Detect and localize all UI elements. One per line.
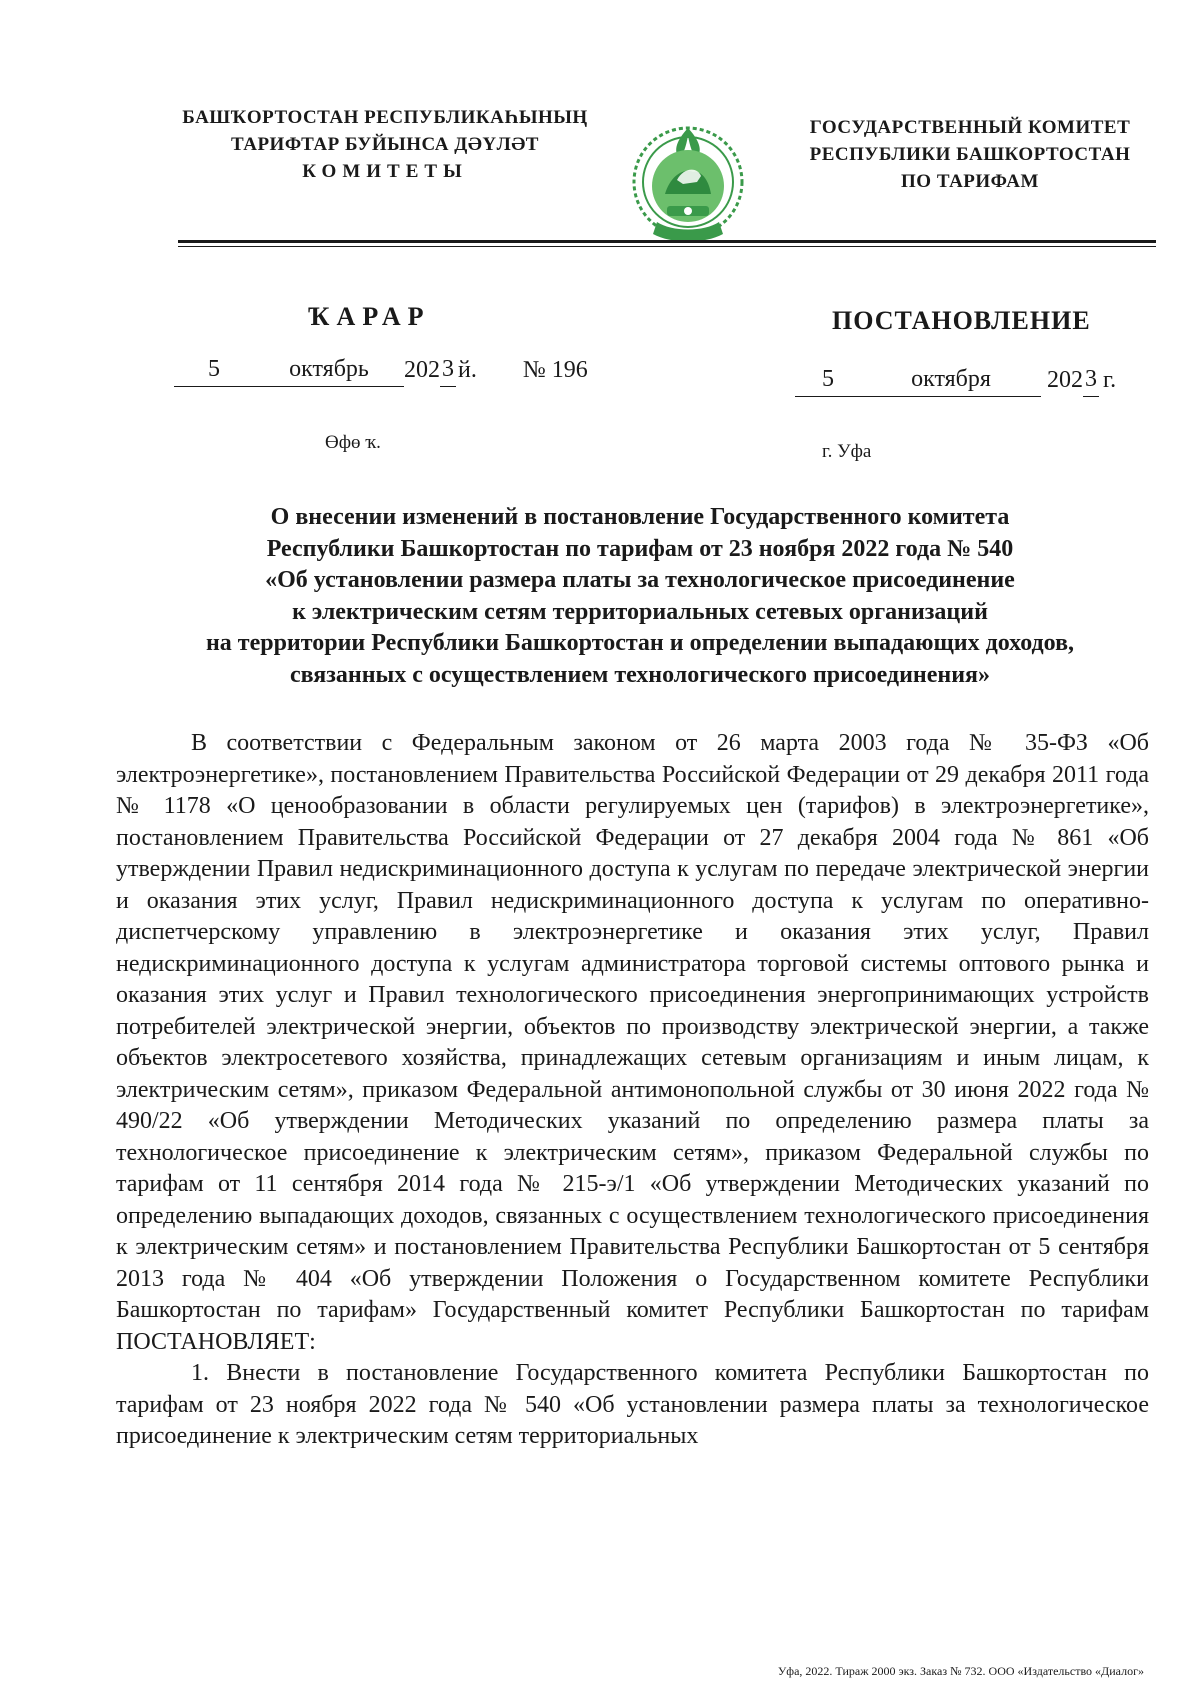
date-russian-year-suffix: г.: [1103, 367, 1117, 393]
title-line-1: О внесении изменений в постановление Государственного комитета: [270, 504, 1010, 530]
header-rule-thin: [178, 246, 1156, 247]
document-number: № 196: [522, 357, 588, 383]
date-bashkir-day: 5: [174, 356, 254, 387]
header-bashkir-line-3: КОМИТЕТЫ: [302, 161, 468, 182]
date-bashkir-year-digit: 3: [440, 356, 456, 387]
city-bashkir: Өфө ҡ.: [325, 432, 381, 453]
header-bashkir-line-1: БАШҠОРТОСТАН РЕСПУБЛИКАҺЫНЫҢ: [182, 107, 588, 128]
title-line-5: на территории Республики Башкортостан и определении выпадающих доходов,: [205, 630, 1075, 656]
title-line-4: к электрическим сетям территориальных сетевых организаций: [292, 598, 988, 625]
header-russian: [785, 114, 1155, 195]
header-rule-thick: [178, 240, 1156, 243]
document-body: [116, 728, 1149, 1453]
printing-imprint: Уфа, 2022. Тираж 2000 экз. Заказ № 732. ООО «Издательство «Диалог»: [777, 1664, 1144, 1678]
body-paragraph-1: В соответствии с Федеральным законом от 26 марта 2003 года № 35-ФЗ «Об электроэнергетике», постановлением Правительства Российской Федерации от 29 декабря 2011 года № 1178 «О ценообразовании в области регулируемых цен (тарифов) в электроэнергетике», постановлением Правительства Российской Федерации от 27 декабря 2004 года № 861 «Об утверждении Правил недискриминационного доступа к услугам по передаче электрической энергии и оказания этих услуг, Правил недискриминационного доступа к услугам по оперативно-диспетчерскому управлению в электроэнергетике и оказания этих услуг, Правил недискриминационного доступа к услугам администратора торговой системы оптового рынка и оказания этих услуг и Правил технологического присоединения энергопринимающих устройств потребителей электрической энергии, объектов по производству электрической энергии, а также объектов электросетевого хозяйства, принадлежащих сетевым организациям и иным лицам, к электрическим сетям», приказом Федеральной антимонопольной службы от 30 июня 2022 года № 490/22 «Об утверждении Методических указаний по определению размера платы за технологическое присоединение к электрическим сетям», приказом Федеральной службы по тарифам от 11 сентября 2014 года № 215-э/1 «Об утверждении Методических указаний по определению выпадающих доходов, связанных с осуществлением технологического присоединения к электрическим сетям» и постановлением Правительства Республики Башкортостан от 5 сентября 2013 года № 404 «Об утверждении Положения о Государственном комитете Республики Башкортостан по тарифам» Государственный комитет Республики Башкортостан по тарифам ПОСТАНОВЛЯЕТ:: [116, 730, 1149, 1355]
header-russian-line-3: ПО ТАРИФАМ: [901, 171, 1039, 192]
title-line-6: связанных с осуществлением технологического присоединения»: [289, 661, 991, 688]
date-russian-month: октября: [861, 366, 1041, 397]
bashkortostan-emblem-icon: [627, 110, 749, 250]
doc-type-bashkir: ҠАРАР: [308, 302, 431, 331]
date-bashkir-year-suffix: й.: [458, 357, 477, 383]
header-russian-line-2: РЕСПУБЛИКИ БАШКОРТОСТАН: [809, 144, 1131, 165]
date-russian-day: 5: [795, 366, 861, 397]
header-bashkir-line-2: ТАРИФТАР БУЙЫНСА ДӘҮЛӘТ: [231, 134, 539, 155]
date-russian-year-digit: 3: [1083, 366, 1099, 397]
title-line-3: «Об установлении размера платы за технологическое присоединение: [265, 567, 1015, 593]
title-line-2: Республики Башкортостан по тарифам от 23 ноября 2022 года № 540: [266, 535, 1014, 562]
date-bashkir: [174, 356, 588, 388]
date-russian: [795, 366, 1116, 398]
city-russian: г. Уфа: [822, 441, 872, 462]
date-russian-year-prefix: 202: [1047, 367, 1083, 393]
body-paragraph-2: 1. Внести в постановление Государственного комитета Республики Башкортостан по тарифам от 23 ноября 2022 года № 540 «Об установлении размера платы за технологическое присоединение к электрическим сетям территориальных: [116, 1360, 1149, 1449]
date-bashkir-month: октябрь: [254, 356, 404, 387]
document-title: [120, 502, 1160, 691]
header-russian-line-1: ГОСУДАРСТВЕННЫЙ КОМИТЕТ: [809, 117, 1131, 138]
header-bashkir: [170, 104, 600, 185]
doc-type-russian: ПОСТАНОВЛЕНИЕ: [832, 306, 1091, 335]
date-bashkir-year-prefix: 202: [404, 357, 440, 383]
